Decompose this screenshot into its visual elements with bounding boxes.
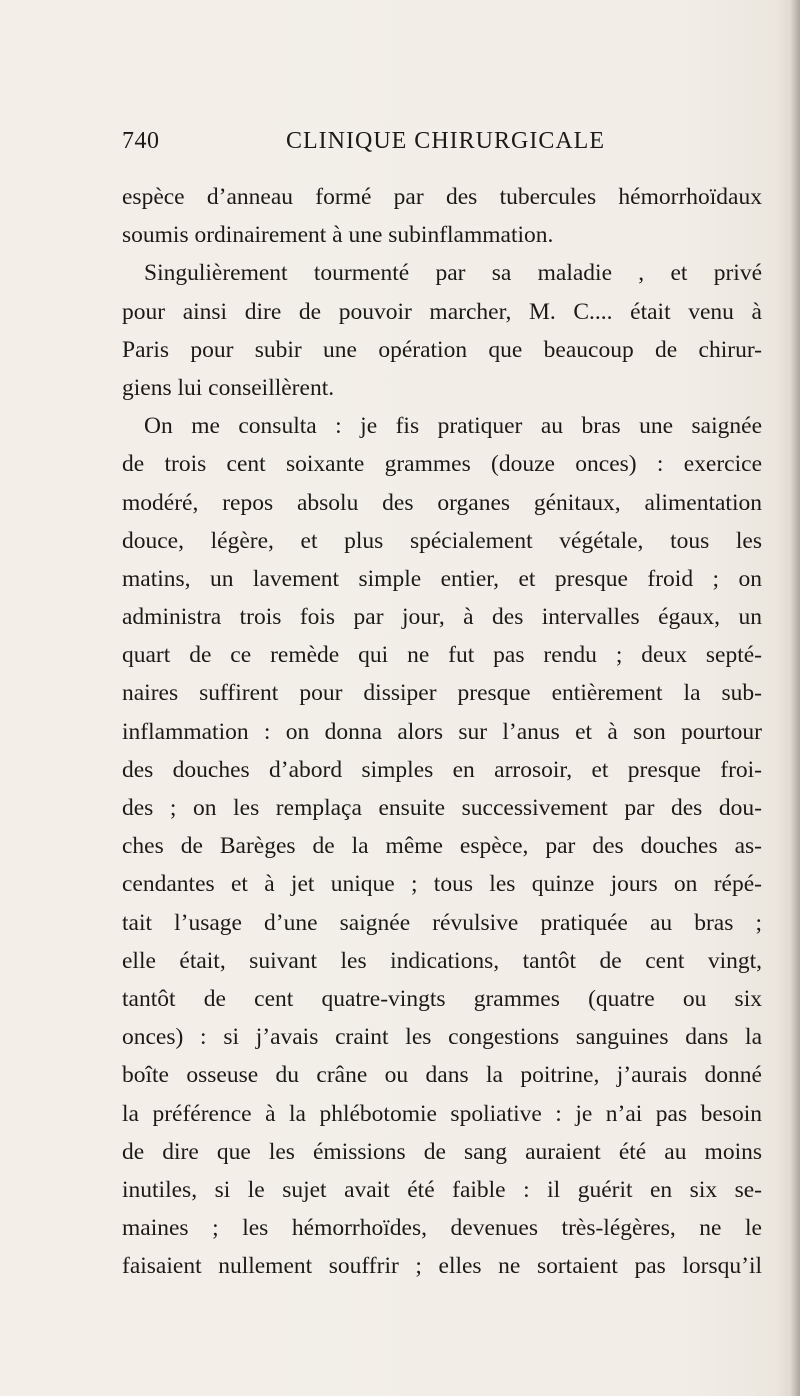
page-number: 740 (122, 128, 160, 154)
text-line: cendantes et à jet unique ; tous les quinze jours on répé- (122, 871, 762, 898)
text-line: tantôt de cent quatre-vingts grammes (quatre ou six (122, 985, 762, 1012)
text-line: giens lui conseillèrent. (122, 374, 335, 401)
text-line: des douches d’abord simples en arrosoir, et presque froi- (122, 756, 762, 783)
text-line: la préférence à la phlébotomie spoliative : je n’ai pas besoin (122, 1100, 762, 1127)
text-line: inutiles, si le sujet avait été faible : il guérit en six se- (122, 1176, 762, 1203)
text-line: On me consulta : je fis pratiquer au bras une saignée (144, 413, 762, 440)
text-line: modéré, repos absolu des organes génitaux, alimentation (122, 489, 762, 516)
text-line: soumis ordinairement à une subinflammation. (122, 222, 554, 249)
text-line: administra trois fois par jour, à des intervalles égaux, un (122, 604, 762, 631)
text-line: douce, légère, et plus spécialement végétale, tous les (122, 527, 762, 554)
text-line: Singulièrement tourmenté par sa maladie , et privé (144, 260, 762, 287)
text-line: faisaient nullement souffrir ; elles ne sortaient pas lorsqu’il (122, 1253, 762, 1280)
text-line: quart de ce remède qui ne fut pas rendu ; deux septé- (122, 642, 762, 669)
text-line: de trois cent soixante grammes (douze onces) : exercice (122, 451, 762, 478)
text-line: matins, un lavement simple entier, et presque froid ; on (122, 565, 762, 592)
text-line: onces) : si j’avais craint les congestions sanguines dans la (122, 1024, 762, 1051)
text-line: espèce d’anneau formé par des tubercules hémorrhoïdaux (122, 184, 762, 210)
text-line: boîte osseuse du crâne ou dans la poitrine, j’aurais donné (122, 1062, 762, 1089)
text-line: pour ainsi dire de pouvoir marcher, M. C.... était venu à (122, 298, 762, 325)
page-header (122, 128, 758, 162)
text-line: de dire que les émissions de sang auraient été au moins (122, 1138, 762, 1165)
text-line: maines ; les hémorrhoïdes, devenues très-légères, ne le (122, 1215, 762, 1242)
text-line: naires suffirent pour dissiper presque entièrement la sub- (122, 680, 762, 707)
text-line: Paris pour subir une opération que beaucoup de chirur- (122, 336, 762, 363)
text-line: tait l’usage d’une saignée révulsive pratiquée au bras ; (122, 909, 762, 936)
running-head: CLINIQUE CHIRURGICALE (286, 128, 605, 154)
text-line: inflammation : on donna alors sur l’anus et à son pourtour (122, 718, 762, 745)
text-line: des ; on les remplaça ensuite successivement par des dou- (122, 795, 762, 821)
body-text (122, 178, 762, 1285)
text-line: elle était, suivant les indications, tantôt de cent vingt, (122, 947, 762, 974)
page-edge-shadow (790, 0, 800, 1396)
text-line: ches de Barèges de la même espèce, par des douches as- (122, 833, 762, 860)
